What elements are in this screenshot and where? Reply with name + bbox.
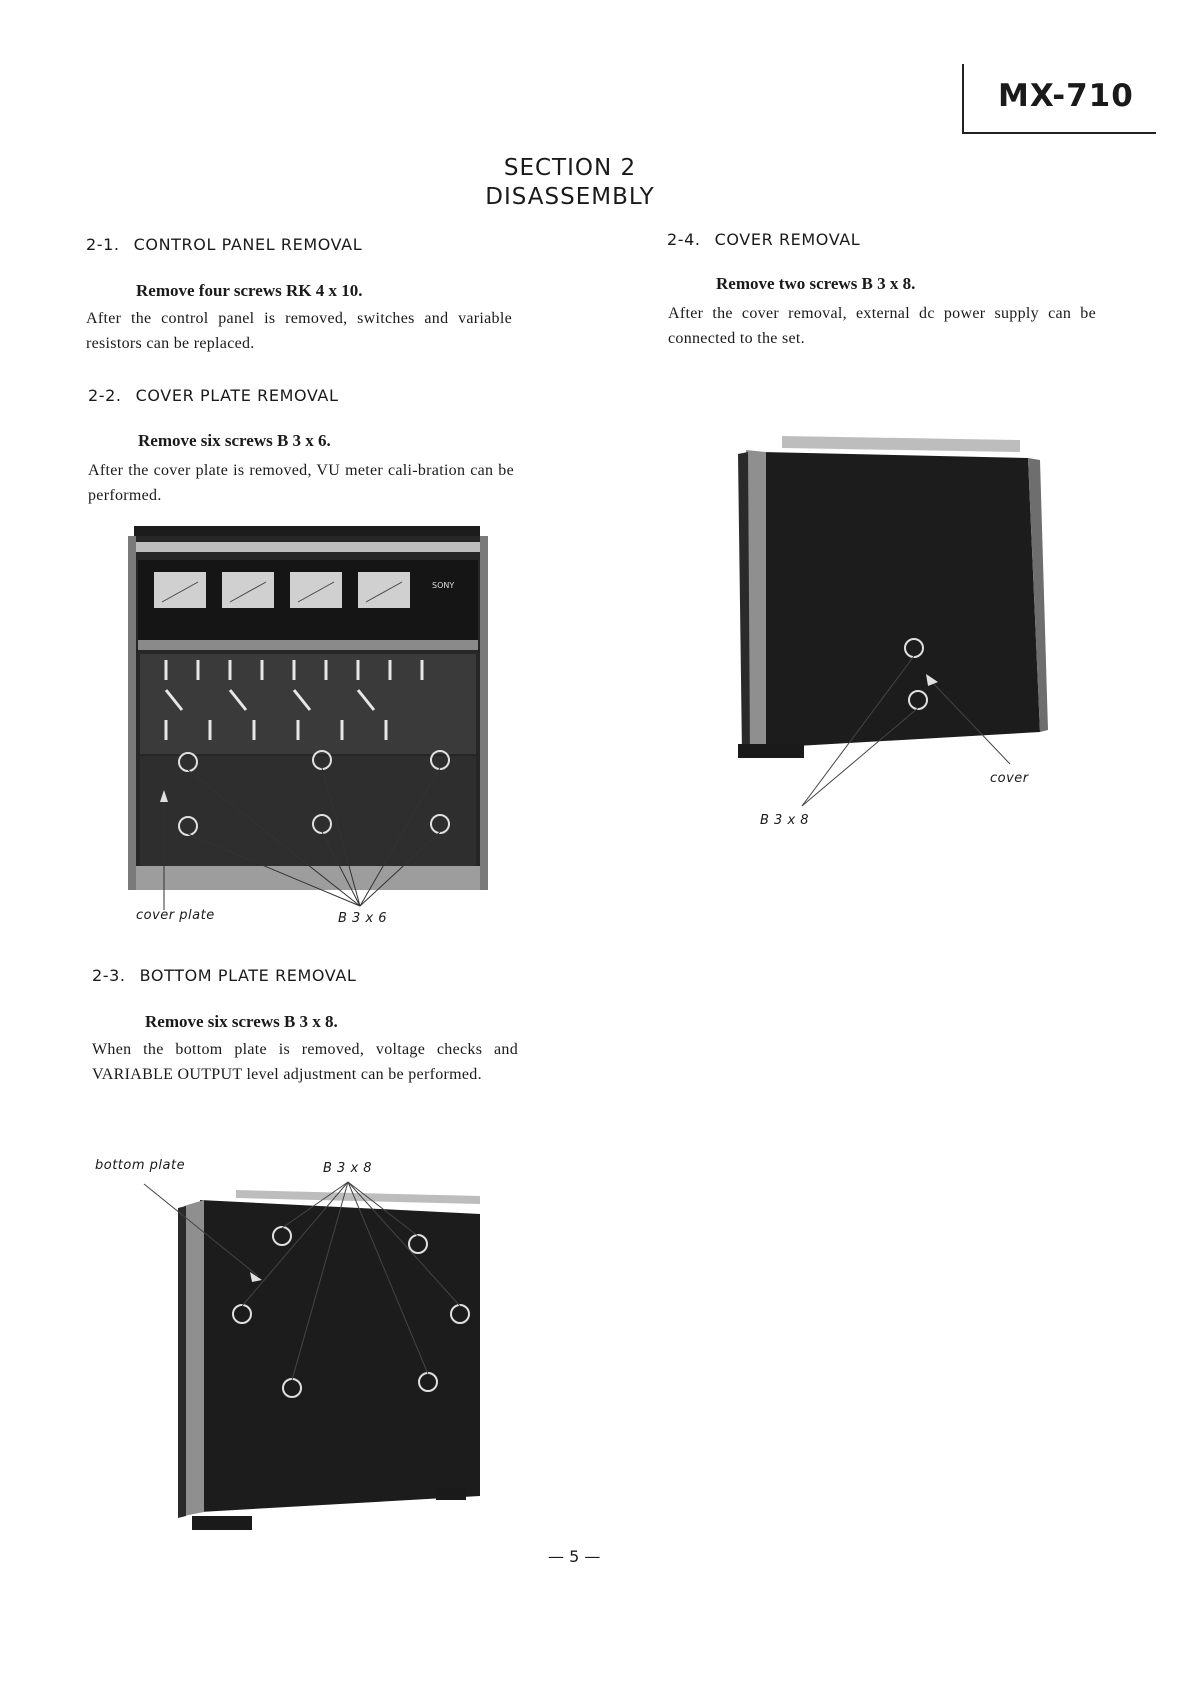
heading-number: 2-3. <box>92 966 126 985</box>
heading-text: BOTTOM PLATE REMOVAL <box>139 966 357 985</box>
instruction-2-4: Remove two screws B 3 x 8. <box>716 274 916 293</box>
caption-cover-plate: cover plate <box>136 908 215 923</box>
paragraph-2-4: After the cover removal, external dc power supply can be connected to the set. <box>668 305 1096 347</box>
figure-bottom-plate <box>140 1170 510 1536</box>
heading-2-3 <box>92 966 356 985</box>
caption-cover: cover <box>990 771 1029 786</box>
instruction-2-1: Remove four screws RK 4 x 10. <box>136 281 363 300</box>
heading-2-4 <box>667 230 860 249</box>
figure-cover <box>720 430 1060 820</box>
page-number: — 5 — <box>548 1547 601 1566</box>
caption-screws-b3x8-bottom: B 3 x 8 <box>323 1161 373 1176</box>
paragraph-2-3: When the bottom plate is removed, voltage checks and VARIABLE OUTPUT level adjustment can be performed. <box>92 1041 518 1083</box>
heading-text: COVER PLATE REMOVAL <box>135 386 339 405</box>
heading-text: COVER REMOVAL <box>714 230 861 249</box>
heading-2-1 <box>86 235 362 254</box>
section-title: SECTION 2 <box>503 155 637 181</box>
instruction-2-2: Remove six screws B 3 x 6. <box>138 431 331 450</box>
heading-text: CONTROL PANEL REMOVAL <box>133 235 363 254</box>
model-number: MX-710 <box>998 78 1134 114</box>
caption-screws-b3x8-cover: B 3 x 8 <box>760 813 810 828</box>
heading-number: 2-4. <box>667 230 701 249</box>
heading-number: 2-1. <box>86 235 120 254</box>
caption-bottom-plate: bottom plate <box>95 1158 186 1173</box>
section-subtitle: DISASSEMBLY <box>485 184 655 210</box>
instruction-2-3: Remove six screws B 3 x 8. <box>145 1012 338 1031</box>
figure-cover-plate <box>110 520 510 920</box>
paragraph-2-2: After the cover plate is removed, VU meter cali-bration can be performed. <box>88 462 514 504</box>
heading-2-2 <box>88 386 339 405</box>
caption-screws-b3x6: B 3 x 6 <box>338 911 388 926</box>
brand-label: SONY <box>432 581 455 590</box>
heading-number: 2-2. <box>88 386 122 405</box>
paragraph-2-1: After the control panel is removed, switches and variable resistors can be replaced. <box>86 310 512 352</box>
